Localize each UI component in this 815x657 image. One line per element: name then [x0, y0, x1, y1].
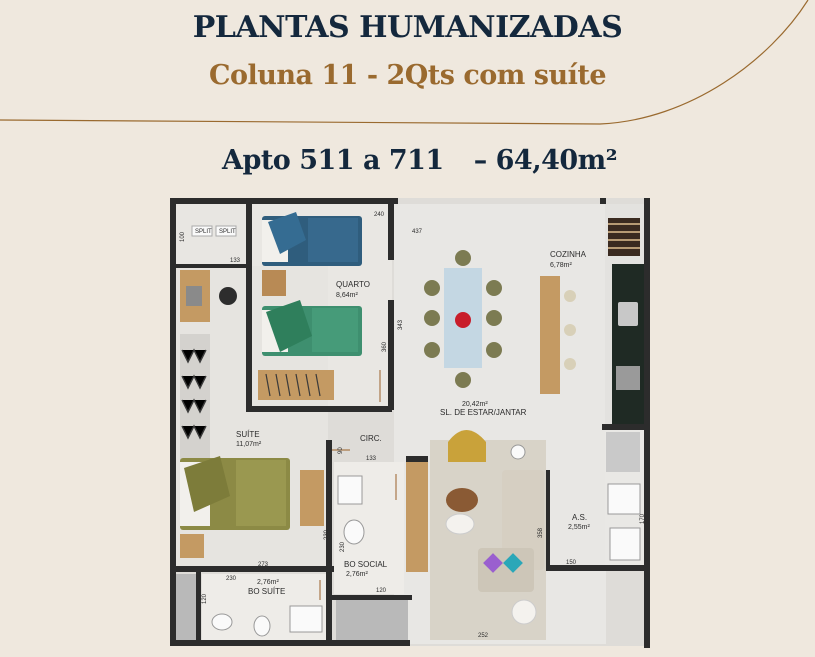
dim-437: 437: [412, 229, 423, 235]
suite-name: SUÍTE: [236, 430, 260, 439]
washer: [608, 484, 640, 514]
cozinha-area: 6,78m²: [550, 262, 572, 269]
cooktop: [616, 366, 640, 390]
kitchen-sink: [618, 302, 638, 326]
desk-chair: [219, 287, 237, 305]
fridge: [606, 432, 640, 472]
dim-100: 100: [180, 231, 186, 242]
sala-area: 20,42m²: [462, 401, 488, 408]
split-label-2: SPLIT: [219, 229, 236, 235]
page-subtitle: Coluna 11 - 2Qts com suíte: [208, 60, 607, 91]
quarto-name: QUARTO: [336, 280, 370, 289]
dim-230-bo-suite: 230: [226, 576, 237, 582]
circ-name: CIRC.: [360, 434, 382, 443]
quarto-bed-blue: [262, 212, 362, 266]
bo-suite-area: 2,76m²: [257, 579, 279, 586]
kitchen-island: [540, 276, 560, 394]
kitchen-counter: [612, 264, 644, 424]
apartment-heading: [222, 145, 617, 176]
dim-150: 150: [566, 560, 577, 566]
page-title: PLANTAS HUMANIZADAS: [192, 10, 623, 45]
dim-133-circ: 133: [366, 456, 377, 462]
dim-120-bottom: 120: [376, 588, 387, 594]
suite-nightstand: [180, 534, 204, 558]
dim-343: 343: [398, 319, 404, 330]
bo-social-shower: [336, 600, 408, 640]
suite-bed: [180, 456, 290, 530]
cozinha-name: COZINHA: [550, 250, 586, 259]
dim-90: 90: [338, 447, 344, 454]
dim-170: 170: [640, 513, 646, 524]
sala-name: SL. DE ESTAR/JANTAR: [440, 408, 527, 417]
dim-230-wall: 230: [324, 529, 330, 540]
bo-suite-sink: [290, 606, 322, 632]
bo-suite-toilet: [254, 616, 270, 636]
as-name: A.S.: [572, 513, 588, 522]
suite-area: 11,07m²: [236, 441, 262, 448]
flowers: [455, 312, 471, 328]
split-label-1: SPLIT: [195, 229, 212, 235]
dim-120-left: 120: [202, 593, 208, 604]
as-area: 2,55m²: [568, 524, 590, 531]
dim-358: 358: [538, 527, 544, 538]
quarto-nightstand: [262, 270, 286, 296]
laundry-sink: [610, 528, 640, 560]
coffee-table: [446, 488, 478, 512]
quarto-bed-green: [262, 300, 362, 356]
dim-230-bo-social: 230: [340, 541, 346, 552]
dim-273: 273: [258, 562, 269, 568]
apartment-area: – 64,40m²: [473, 145, 618, 176]
bo-social-sink: [338, 476, 362, 504]
bo-suite-shower: [176, 574, 196, 640]
quarto-area: 8,64m²: [336, 292, 358, 299]
dim-360: 360: [382, 341, 388, 352]
dim-252: 252: [478, 633, 489, 639]
bo-social-name: BO SOCIAL: [344, 560, 388, 569]
dim-240: 240: [374, 212, 385, 218]
dim-133-top: 133: [230, 258, 241, 264]
bo-suite-name: BO SUÍTE: [248, 587, 286, 596]
apartment-number: Apto 511 a 711: [222, 145, 444, 176]
bo-social-toilet: [344, 520, 364, 544]
bo-social-area: 2,76m²: [346, 571, 368, 578]
